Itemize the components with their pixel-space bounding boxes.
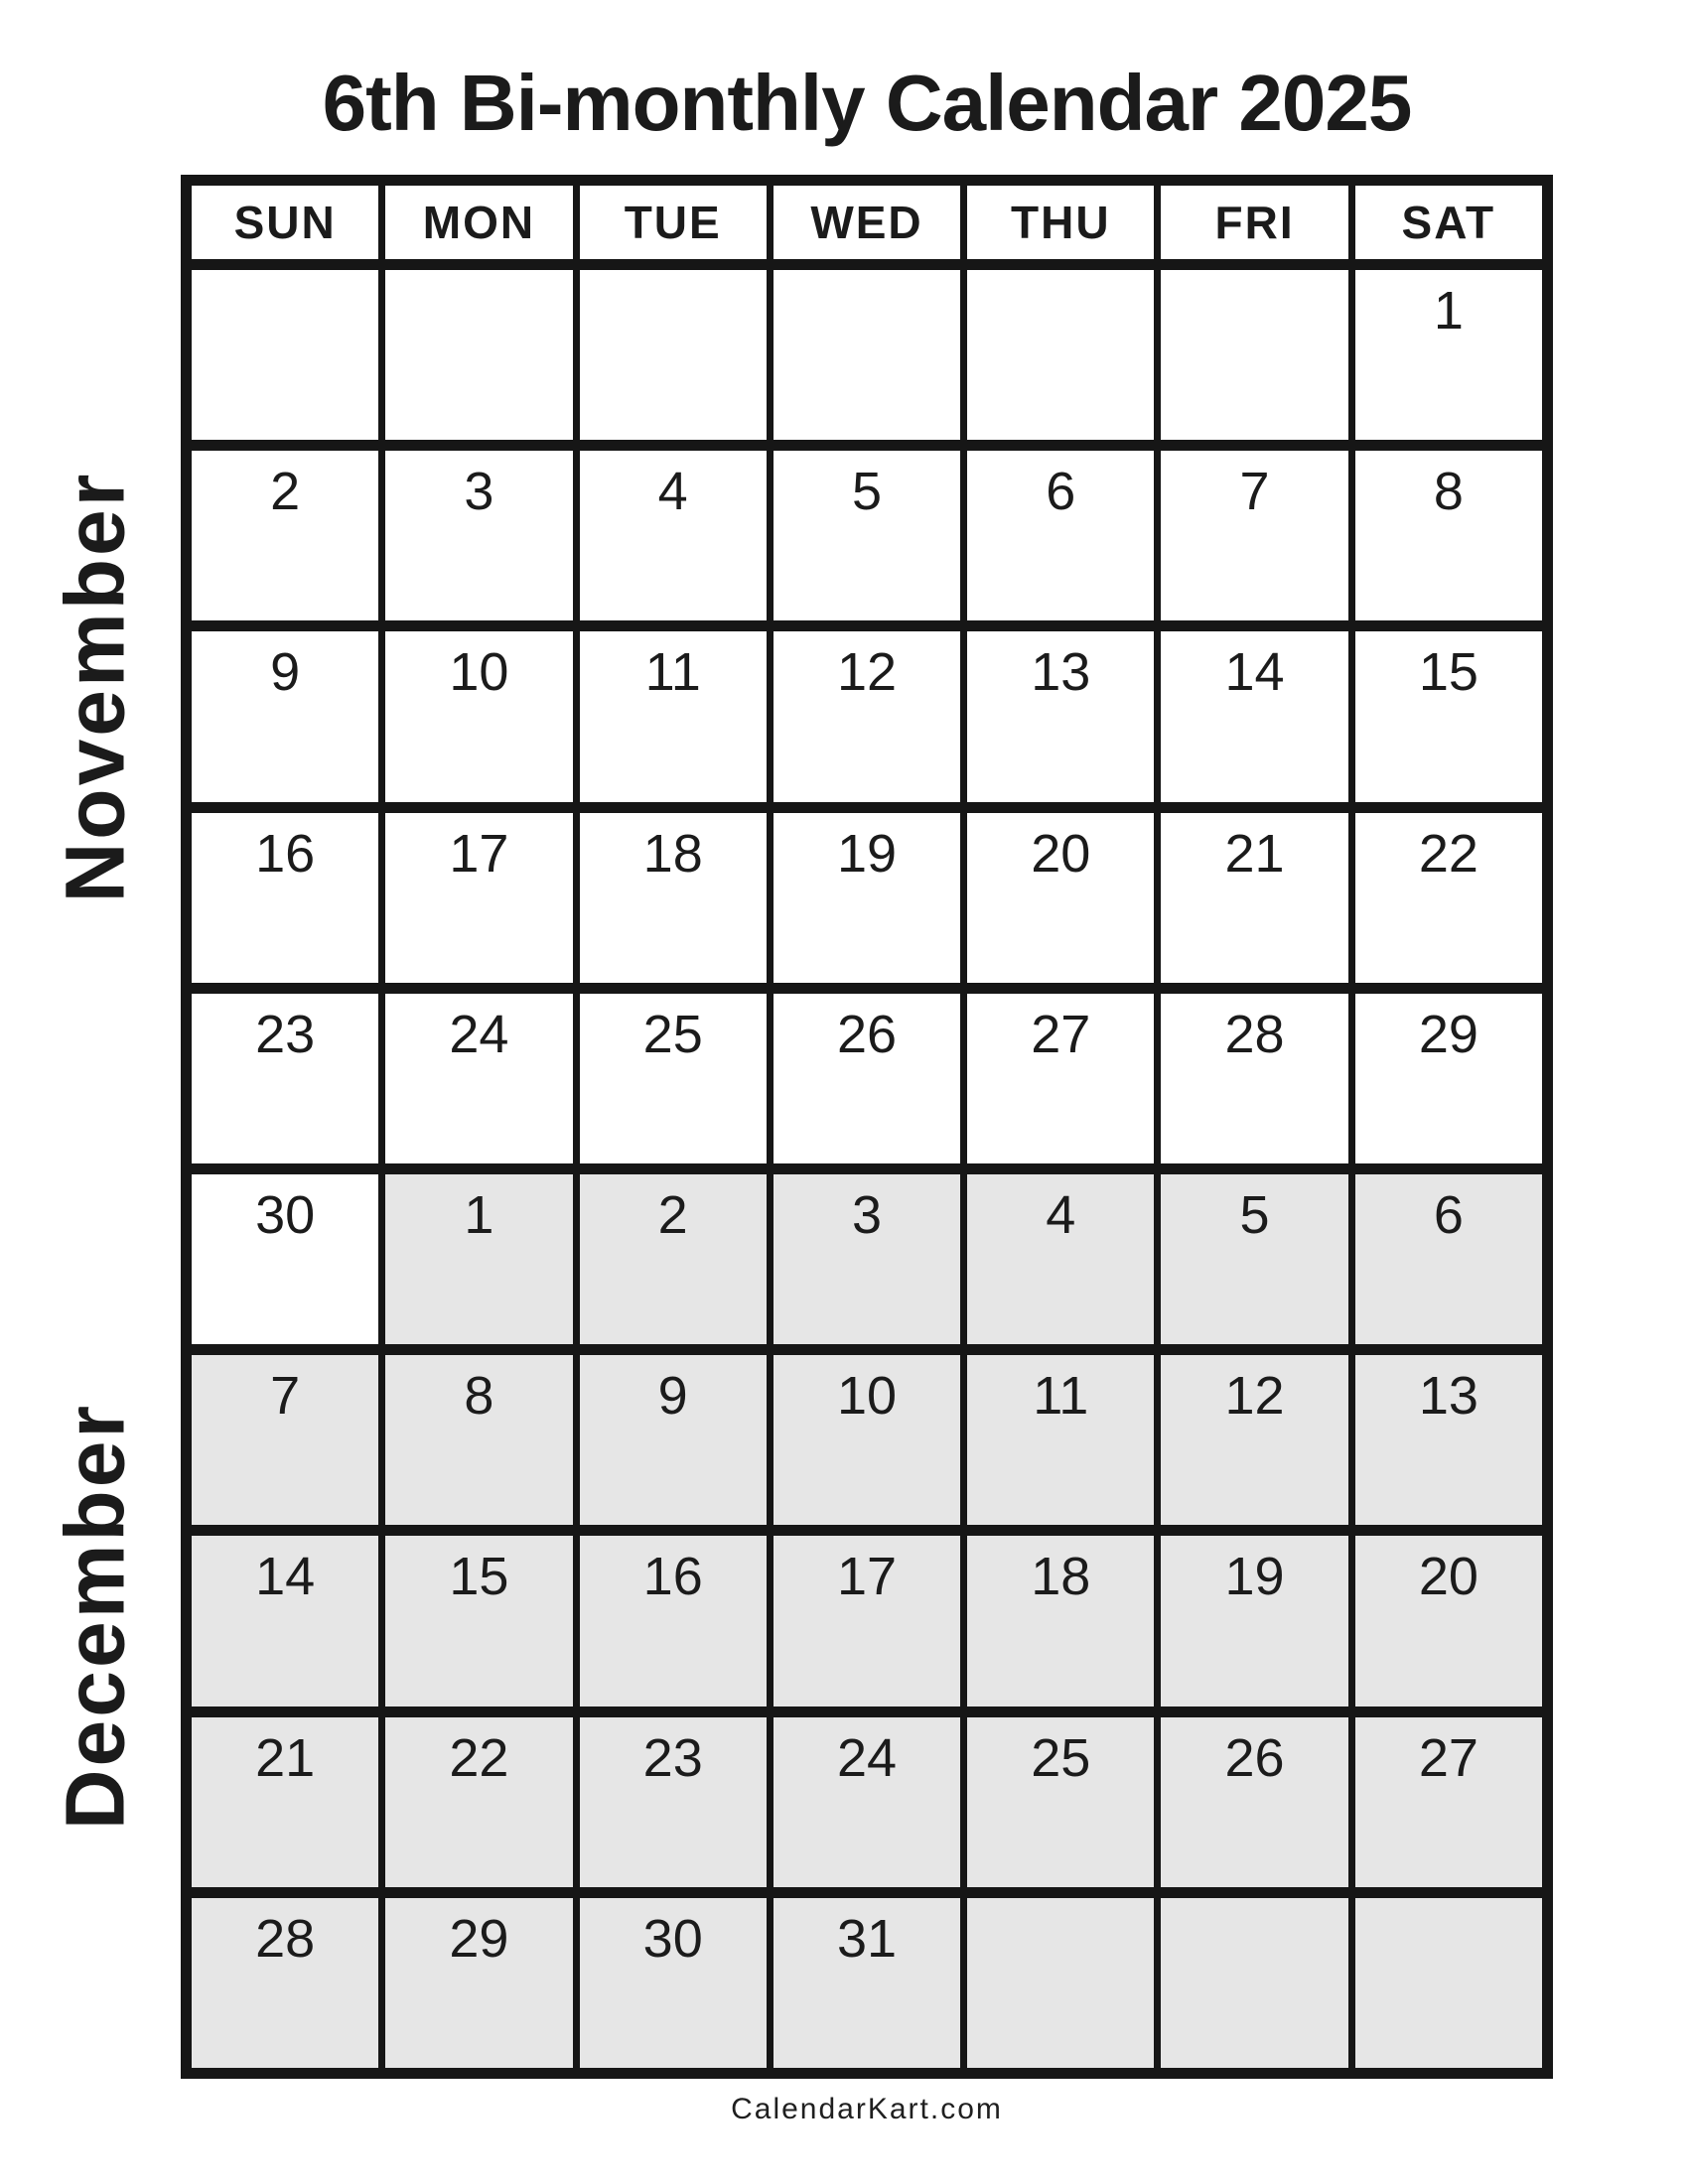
day-number: 9 bbox=[270, 642, 301, 703]
day-cell-dec-4 bbox=[967, 1174, 1154, 1344]
day-cell-dec-1 bbox=[385, 1174, 572, 1344]
day-cell-nov-14 bbox=[1161, 631, 1347, 801]
day-number: 11 bbox=[644, 642, 701, 703]
day-number: 28 bbox=[255, 1908, 316, 1969]
day-number: 3 bbox=[464, 462, 494, 522]
month-label-december: December bbox=[48, 1402, 142, 1831]
day-cell-nov-12 bbox=[774, 631, 960, 801]
day-cell-dec-14 bbox=[192, 1536, 378, 1706]
day-cell-dec-3 bbox=[774, 1174, 960, 1344]
day-number: 2 bbox=[657, 1184, 688, 1245]
day-number: 4 bbox=[1046, 1184, 1076, 1245]
footer-watermark: CalendarKart.com bbox=[731, 2093, 1003, 2125]
day-number: 25 bbox=[1031, 1727, 1091, 1788]
day-number: 14 bbox=[1224, 642, 1285, 703]
day-number: 8 bbox=[1433, 462, 1464, 522]
day-cell-nov-17 bbox=[385, 813, 572, 983]
day-cell-nov-5 bbox=[774, 451, 960, 620]
day-cell-dec-20 bbox=[1355, 1536, 1542, 1706]
day-cell-dec-7 bbox=[192, 1355, 378, 1525]
weekday-header-thu: THU bbox=[967, 186, 1154, 259]
day-number: 18 bbox=[642, 823, 703, 884]
day-number: 8 bbox=[464, 1366, 494, 1427]
day-number: 19 bbox=[1224, 1547, 1285, 1607]
day-cell-dec-27 bbox=[1355, 1717, 1542, 1887]
day-cell-nov-19 bbox=[774, 813, 960, 983]
day-cell-dec-9 bbox=[580, 1355, 767, 1525]
day-number: 12 bbox=[1224, 1366, 1285, 1427]
day-cell-nov-24 bbox=[385, 994, 572, 1163]
weekday-header-sat: SAT bbox=[1355, 186, 1542, 259]
day-number: 13 bbox=[1418, 1366, 1478, 1427]
day-number: 19 bbox=[836, 823, 898, 884]
day-number: 16 bbox=[255, 823, 316, 884]
day-cell-nov-11 bbox=[580, 631, 767, 801]
calendar-grid bbox=[181, 175, 1553, 2079]
day-number: 16 bbox=[642, 1547, 703, 1607]
day-cell-dec-17 bbox=[774, 1536, 960, 1706]
day-cell-dec-23 bbox=[580, 1717, 767, 1887]
day-cell-dec-28 bbox=[192, 1898, 378, 2068]
day-number: 28 bbox=[1224, 1004, 1285, 1064]
day-number: 29 bbox=[449, 1908, 509, 1969]
day-cell-dec-2 bbox=[580, 1174, 767, 1344]
day-number: 15 bbox=[1418, 642, 1478, 703]
day-number: 1 bbox=[464, 1184, 494, 1245]
day-number: 29 bbox=[1418, 1004, 1478, 1064]
month-label-november: November bbox=[48, 471, 142, 903]
day-cell-nov-28 bbox=[1161, 994, 1347, 1163]
day-number: 12 bbox=[836, 642, 898, 703]
day-cell-dec-24 bbox=[774, 1717, 960, 1887]
weekday-header-tue: TUE bbox=[580, 186, 767, 259]
day-cell-nov-4 bbox=[580, 451, 767, 620]
day-cell-nov-29 bbox=[1355, 994, 1542, 1163]
weekday-header-mon: MON bbox=[385, 186, 572, 259]
day-number: 30 bbox=[642, 1908, 703, 1969]
day-cell-dec-11 bbox=[967, 1355, 1154, 1525]
day-number: 23 bbox=[642, 1727, 703, 1788]
day-number: 17 bbox=[449, 823, 509, 884]
empty-cell bbox=[967, 1898, 1154, 2068]
day-cell-nov-26 bbox=[774, 994, 960, 1163]
day-cell-dec-30 bbox=[580, 1898, 767, 2068]
day-cell-nov-1 bbox=[1355, 270, 1542, 440]
weekday-header-sun: SUN bbox=[192, 186, 378, 259]
day-number: 20 bbox=[1418, 1547, 1478, 1607]
day-cell-dec-8 bbox=[385, 1355, 572, 1525]
day-cell-nov-27 bbox=[967, 994, 1154, 1163]
day-number: 2 bbox=[270, 462, 301, 522]
day-number: 21 bbox=[255, 1727, 316, 1788]
weekday-header-fri: FRI bbox=[1161, 186, 1347, 259]
day-cell-dec-26 bbox=[1161, 1717, 1347, 1887]
day-cell-dec-12 bbox=[1161, 1355, 1347, 1525]
day-cell-dec-10 bbox=[774, 1355, 960, 1525]
day-cell-nov-30 bbox=[192, 1174, 378, 1344]
day-cell-nov-8 bbox=[1355, 451, 1542, 620]
day-cell-nov-10 bbox=[385, 631, 572, 801]
day-cell-dec-18 bbox=[967, 1536, 1154, 1706]
day-number: 6 bbox=[1046, 462, 1076, 522]
day-number: 15 bbox=[449, 1547, 509, 1607]
day-number: 10 bbox=[836, 1366, 898, 1427]
day-cell-dec-13 bbox=[1355, 1355, 1542, 1525]
day-cell-nov-25 bbox=[580, 994, 767, 1163]
day-cell-nov-22 bbox=[1355, 813, 1542, 983]
day-cell-dec-15 bbox=[385, 1536, 572, 1706]
empty-cell bbox=[967, 270, 1154, 440]
empty-cell bbox=[1161, 270, 1347, 440]
empty-cell bbox=[385, 270, 572, 440]
day-number: 23 bbox=[255, 1004, 316, 1064]
day-number: 27 bbox=[1418, 1727, 1478, 1788]
day-cell-nov-13 bbox=[967, 631, 1154, 801]
day-number: 31 bbox=[836, 1908, 898, 1969]
empty-cell bbox=[580, 270, 767, 440]
day-number: 13 bbox=[1031, 642, 1091, 703]
day-number: 24 bbox=[836, 1727, 898, 1788]
day-cell-nov-16 bbox=[192, 813, 378, 983]
day-cell-nov-23 bbox=[192, 994, 378, 1163]
day-number: 11 bbox=[1033, 1366, 1089, 1427]
day-number: 22 bbox=[449, 1727, 509, 1788]
day-cell-dec-16 bbox=[580, 1536, 767, 1706]
day-cell-dec-19 bbox=[1161, 1536, 1347, 1706]
day-cell-dec-22 bbox=[385, 1717, 572, 1887]
day-number: 21 bbox=[1224, 823, 1285, 884]
day-cell-dec-25 bbox=[967, 1717, 1154, 1887]
day-number: 26 bbox=[1224, 1727, 1285, 1788]
day-number: 18 bbox=[1031, 1547, 1091, 1607]
empty-cell bbox=[192, 270, 378, 440]
day-number: 7 bbox=[1239, 462, 1270, 522]
empty-cell bbox=[1355, 1898, 1542, 2068]
day-cell-dec-21 bbox=[192, 1717, 378, 1887]
day-cell-dec-5 bbox=[1161, 1174, 1347, 1344]
day-number: 5 bbox=[1239, 1184, 1270, 1245]
day-cell-dec-31 bbox=[774, 1898, 960, 2068]
day-cell-nov-21 bbox=[1161, 813, 1347, 983]
day-cell-nov-20 bbox=[967, 813, 1154, 983]
day-cell-nov-9 bbox=[192, 631, 378, 801]
empty-cell bbox=[774, 270, 960, 440]
day-cell-nov-7 bbox=[1161, 451, 1347, 620]
day-number: 10 bbox=[449, 642, 509, 703]
day-number: 1 bbox=[1433, 281, 1464, 341]
day-number: 17 bbox=[836, 1547, 898, 1607]
day-cell-dec-29 bbox=[385, 1898, 572, 2068]
day-number: 26 bbox=[836, 1004, 898, 1064]
empty-cell bbox=[1161, 1898, 1347, 2068]
day-number: 6 bbox=[1433, 1184, 1464, 1245]
day-cell-nov-2 bbox=[192, 451, 378, 620]
day-number: 30 bbox=[255, 1184, 316, 1245]
day-number: 20 bbox=[1031, 823, 1091, 884]
day-number: 7 bbox=[270, 1366, 301, 1427]
day-cell-nov-6 bbox=[967, 451, 1154, 620]
day-number: 25 bbox=[642, 1004, 703, 1064]
day-cell-nov-3 bbox=[385, 451, 572, 620]
day-number: 4 bbox=[657, 462, 688, 522]
day-cell-nov-15 bbox=[1355, 631, 1542, 801]
page-title: 6th Bi-monthly Calendar 2025 bbox=[322, 59, 1412, 147]
day-cell-nov-18 bbox=[580, 813, 767, 983]
day-number: 9 bbox=[657, 1366, 688, 1427]
day-number: 14 bbox=[255, 1547, 316, 1607]
day-number: 5 bbox=[851, 462, 883, 522]
day-cell-dec-6 bbox=[1355, 1174, 1542, 1344]
day-number: 22 bbox=[1418, 823, 1478, 884]
day-number: 27 bbox=[1031, 1004, 1091, 1064]
day-number: 24 bbox=[449, 1004, 509, 1064]
day-number: 3 bbox=[851, 1184, 883, 1245]
weekday-header-wed: WED bbox=[774, 186, 960, 259]
